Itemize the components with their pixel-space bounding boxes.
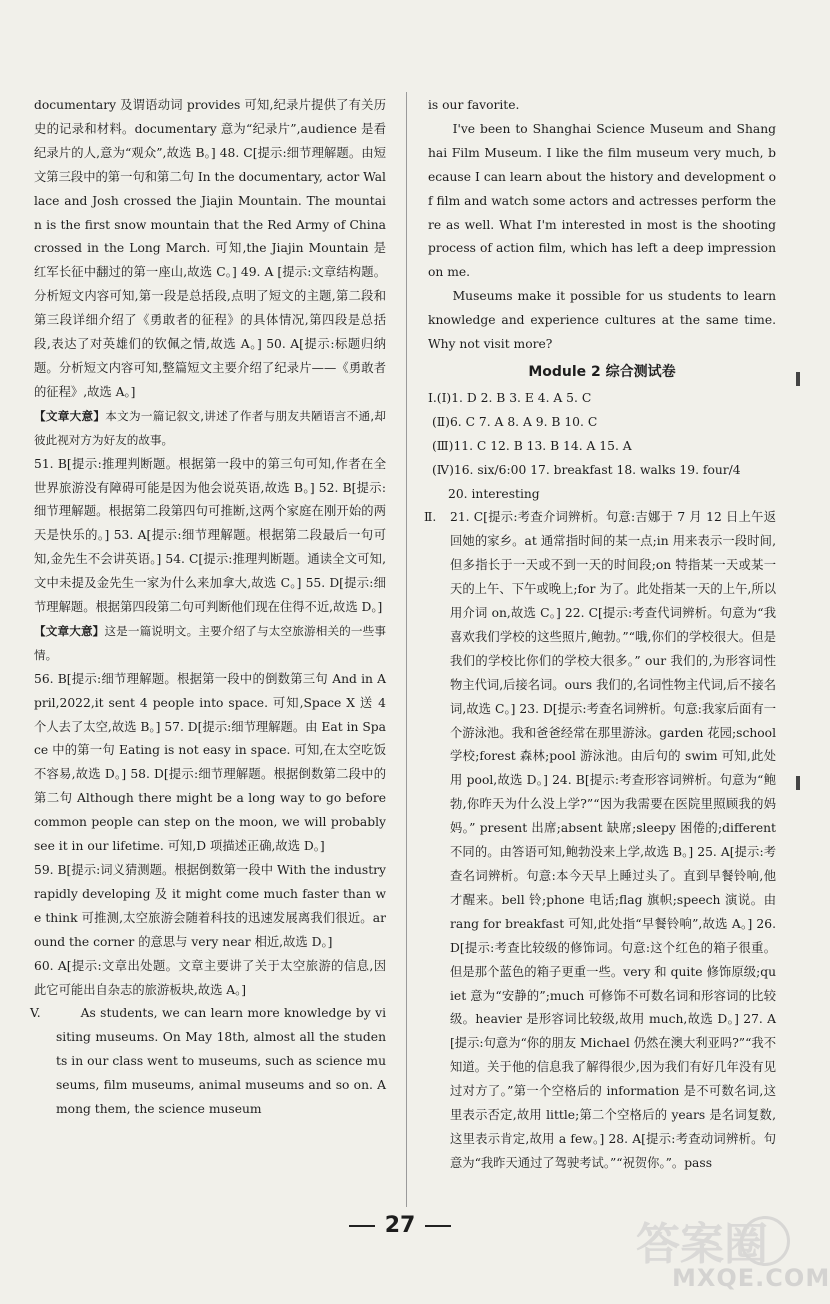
section-ii-number: Ⅱ. <box>424 510 437 525</box>
watermark-domain: MXQE.COM <box>672 1264 830 1292</box>
summary-text: 本文为一篇记叙文,讲述了作者与朋友共陋语言不通,却彼此视对方为好友的故事。 <box>34 408 386 447</box>
page-number-value: 27 <box>384 1213 416 1238</box>
left-paragraph-3: 56. B[提示:细节理解题。根据第一段中的倒数第三句 And in April,2022,it sent 4 people into space. 可知,Space X 送 4 个人去了太空,故选 B。] 57. D[提示:细节理解题。由 Eat in Space 中的第一句 Eating is not easy in space. 可知,在太空吃饭不容易,故选 D。] 58. D[提示:细节理解题。根据倒数第二段中的第二句 Although there might be a long way to go before common people can step on the moon, we will probably see it in our lifetime. 可知,D 项描述正确,故选 D。] <box>34 671 386 854</box>
left-paragraph-2: 51. B[提示:推理判断题。根据第一段中的第三句可知,作者在全世界旅游没有障碍可能是因为他会说英语,故选 B。] 52. B[提示:细节理解题。根据第二段第四句可推断,这两个家庭在刚开始的两天是快乐的。] 53. A[提示:细节理解题。根据第二段最后一句可知,金先生不会讲英语。] 54. C[提示:推理判断题。通读全文可知,文中未提及金先生一家为什么来加拿大,故选 C。] 55. D[提示:细节理解题。根据第四段第二句可判断他们现在住得不近,故选 D。] <box>34 456 386 615</box>
scan-edge-mark <box>796 776 800 790</box>
left-column <box>30 94 386 1122</box>
summary-tag: 【文章大意】 <box>34 408 106 423</box>
scan-edge-mark <box>796 372 800 386</box>
answers-row-1: I.(Ⅰ)1. D 2. B 3. E 4. A 5. C <box>428 390 592 405</box>
article-summary-2 <box>34 620 386 668</box>
left-paragraph-1: documentary 及谓语动词 provides 可知,纪录片提供了有关历史的记录和材料。documentary 意为“纪录片”,audience 是看纪录片的人,意为“观众”,故选 B。] 48. C[提示:细节理解题。由短文第三段中的第一句和第二句 In the documentary, actor Wallace and Josh crossed the Jiajin Mountain. The mountain is the first snow mountain that the Red Army of China crossed in the Long March. 可知,the Jiajin Mountain 是红军长征中翻过的第一座山,故选 C。] 49. A [提示:文章结构题。分析短文内容可知,第一段是总括段,点明了短文的主题,第二段和第三段详细介绍了《勇敢者的征程》的具体情况,第四段是总括段,表达了对英雄们的钦佩之情,故选 A。] 50. A[提示:标题归纳题。分析短文内容可知,整篇短文主要介绍了纪录片——《勇敢者的征程》,故选 A。] <box>34 98 386 399</box>
watermark-circle-icon <box>740 1216 790 1266</box>
page-number-dash-right <box>425 1225 451 1227</box>
answers-row-4: (Ⅳ)16. six/6:00 17. breakfast 18. walks 19. four/4 <box>432 462 741 477</box>
section-v-number: V. <box>30 1006 41 1021</box>
right-column <box>424 94 776 1176</box>
section-v <box>30 1002 386 1122</box>
right-paragraph-2: I've been to Shanghai Science Museum and Shanghai Film Museum. I like the film museum very much, because I can learn about the history and development of film and watch some actors and actresses perform there as well. What I'm interested in most is the shooting process of action film, which has left a deep impression on me. <box>428 121 776 280</box>
section-ii-text: 21. C[提示:考查介词辨析。句意:吉娜于 7 月 12 日上午返回她的家乡。at 通常指时间的某一点;in 用来表示一段时间,但多指长于一天或不到一天的时间段;on 特指某一天或某一天的上午、下午或晚上;for 为了。此处指某一天的上午,所以用介词 on,故选 C。] 22. C[提示:考查代词辨析。句意为“我喜欢我们学校的这些照片,鲍勃。”“哦,你们的学校很大。但是我们的学校比你们的学校大很多。” our 我们的,为形容词性物主代词,后接名词。ours 我们的,名词性物主代词,后不接名词,故选 C。] 23. D[提示:考查名词辨析。句意:我家后面有一个游泳池。我和爸爸经常在那里游泳。garden 花园;school 学校;forest 森林;pool 游泳池。由后句的 swim 可知,此处用 pool,故选 D。] 24. B[提示:考查形容词辨析。句意为“鲍勃,你昨天为什么没上学?”“因为我需要在医院里照顾我的妈妈。” present 出席;absent 缺席;sleepy 困倦的;different 不同的。由答语可知,鲍勃没来上学,故选 B。] 25. A[提示:考查名词辨析。句意:本今天早上睡过头了。直到早餐铃响,他才醒来。bell 铃;phone 电话;flag 旗帜;speech 演说。由 rang for breakfast 可知,此处指“早餐铃响”,故选 A。] 26. D[提示:考查比较级的修饰词。句意:这个红色的箱子很重。但是那个蓝色的箱子更重一些。very 和 quite 修饰原级;quiet 意为“安静的”;much 可修饰不可数名词和形容词的比较级。heavier 是形容词比较级,故用 much,故选 D。] 27. A[提示:句意为“你的朋友 Michael 仍然在澳大利亚吗?”“我不知道。关于他的信息我了解得很少,因为我们有好几年没有见过对方了。”第一个空格后的 information 是不可数名词,这里表示否定,故用 little;第二个空格后的 years 是名词复数,这里表示肯定,故用 a few。] 28. A[提示:考查动词辨析。句意为“我昨天通过了驾驶考试。”“祝贺你。”。pass <box>450 510 776 1170</box>
summary-text: 这是一篇说明文。主要介绍了与太空旅游相关的一些事情。 <box>34 623 386 662</box>
watermark-chinese: 答案圈 <box>636 1219 768 1270</box>
section-v-essay: As students, we can learn more knowledge by visiting museums. On May 18th, almost all the students in our class went to museums, such as science museums, film museums, animal museums and so on. Among them, the science museum <box>56 1006 386 1117</box>
answers-row-2: (Ⅱ)6. C 7. A 8. A 9. B 10. C <box>432 414 598 429</box>
section-ii <box>424 506 776 1175</box>
answers-row-3: (Ⅲ)11. C 12. B 13. B 14. A 15. A <box>432 438 632 453</box>
right-paragraph-1: is our favorite. <box>428 98 520 112</box>
article-summary-1 <box>34 405 386 453</box>
summary-tag: 【文章大意】 <box>34 623 105 638</box>
column-divider <box>406 92 407 1207</box>
site-watermark <box>592 1206 830 1300</box>
answers-row-5: 20. interesting <box>448 486 540 501</box>
module-title: Module 2 综合测试卷 <box>528 363 676 380</box>
page-number-dash-left <box>349 1225 375 1227</box>
left-paragraph-5: 60. A[提示:文章出处题。文章主要讲了关于太空旅游的信息,因此它可能出自杂志的旅游板块,故选 A。] <box>34 958 386 997</box>
right-paragraph-3: Museums make it possible for us students to learn knowledge and experience cultures at the same time. Why not visit more? <box>428 289 776 352</box>
left-paragraph-4: 59. B[提示:词义猜测题。根据倒数第一段中 With the industry rapidly developing 及 it might come much faster than we think 可推测,太空旅游会随着科技的迅速发展离我们很近。around the corner 的意思与 very near 相近,故选 D。] <box>34 863 386 949</box>
